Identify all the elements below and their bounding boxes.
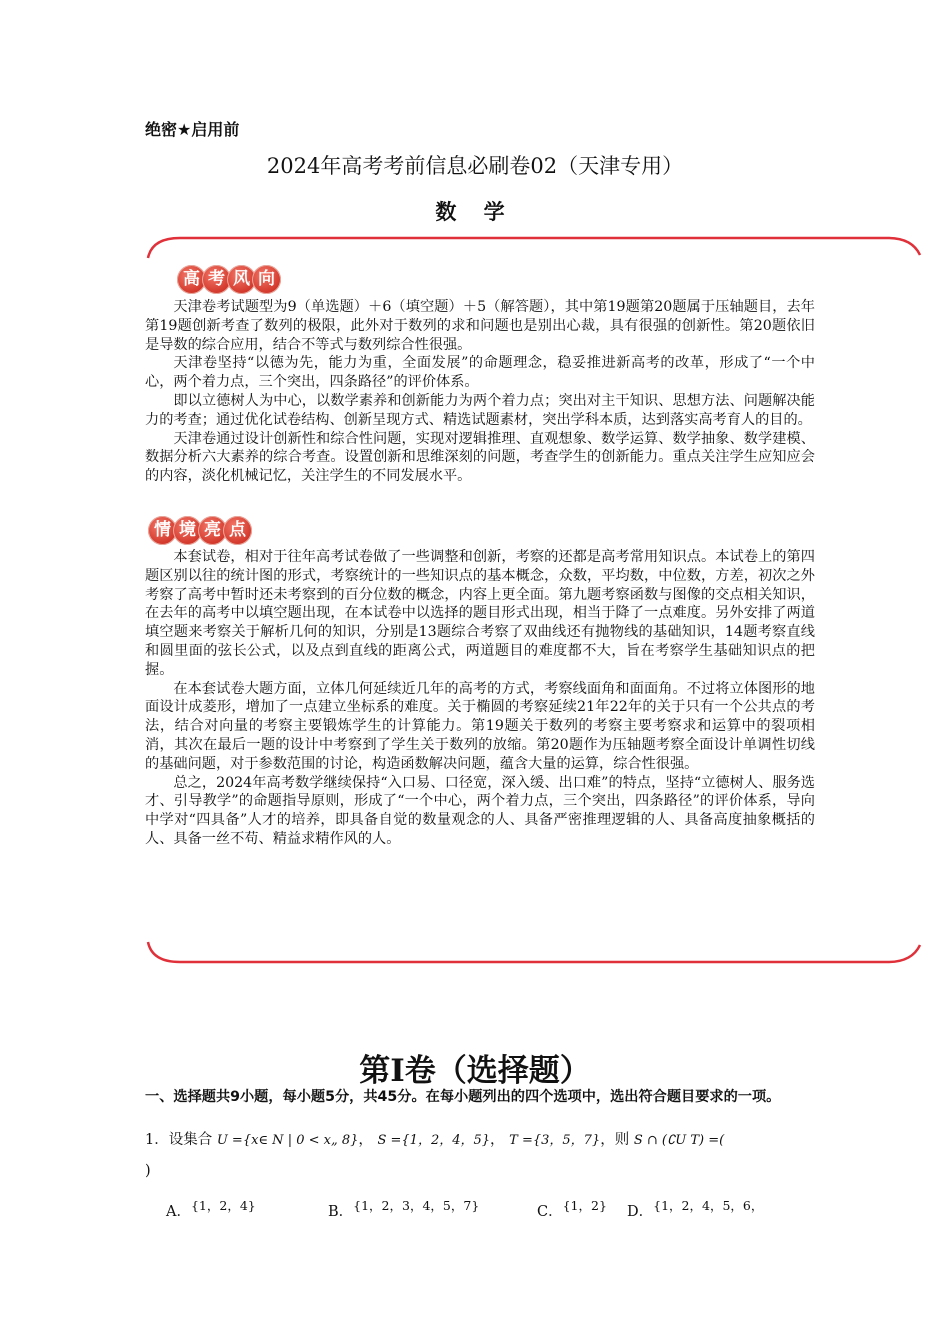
option-text: {1，2，4，5，6， — [653, 1198, 764, 1213]
highlights-badge-char: 境 — [173, 516, 202, 545]
separator: ， — [358, 1132, 373, 1148]
option-text: {1，2，4} — [190, 1198, 256, 1213]
exam-title: 2024年高考考前信息必刷卷02（天津专用） — [266, 154, 684, 178]
paragraph: 天津卷考试题型为9（单选题）＋6（填空题）＋5（解答题），其中第19题第20题属于压轴题目，去年第19题创新考查了数列的极限，此外对于数列的求和问题也是别出心裁，具有很强的创新性。第20题依旧是导数的综合应用，结合不等式与数列综合性很强。 — [145, 299, 815, 353]
highlights-badge-char: 亮 — [198, 516, 227, 545]
option-text: {1，2，3，4，5，7} — [353, 1198, 480, 1213]
paragraph: 天津卷通过设计创新性和综合性问题，实现对逻辑推理、直观想象、数学运算、数学抽象、数学建模、数据分析六大素养的综合考查。设置创新和思维深刻的问题，考查学生的创新能力。重点关注学生应知应会的内容，淡化机械记忆，关注学生的不同发展水平。 — [145, 430, 815, 485]
frame-bottom-curve — [148, 942, 920, 962]
highlights-commentary — [145, 548, 815, 849]
paragraph: 总之，2024年高考数学继续保持“入口易、口径宽，深入缓、出口难”的特点，坚持“立德树人、服务选才、引导教学”的命题指导原则，形成了“一个中心，两个着力点，三个突出，四条路径”的评价体系，导向中学对“四具备”人才的培养，即具备自觉的数量观念的人、具备严密推理逻辑的人、具备高度抽象概括的人、具备一丝不苟、精益求精作风的人。 — [145, 774, 815, 847]
subject-title: 数 学 — [435, 199, 515, 224]
trend-badge-char: 风 — [227, 265, 256, 294]
option-text: {1，2} — [562, 1198, 607, 1213]
trend-badge-char: 向 — [252, 265, 281, 294]
section-instruction: 一、选择题共9小题，每小题5分，共45分。在每小题列出的四个选项中，选出符合题目要求的一项。 — [145, 1089, 781, 1105]
expression: S ∩ (∁U T) =( — [633, 1133, 725, 1148]
trend-badge-char: 考 — [202, 265, 231, 294]
question-1 — [145, 1128, 724, 1149]
highlights-badge — [148, 516, 248, 545]
then-word: ，则 — [600, 1132, 630, 1148]
question-prefix: 1．设集合 — [145, 1132, 213, 1148]
trend-badge-char: 高 — [177, 265, 206, 294]
separator: ， — [490, 1132, 505, 1148]
option-letter: D． — [627, 1204, 654, 1220]
set-s: S ={1，2，4，5} — [377, 1133, 491, 1148]
highlights-badge-char: 点 — [223, 516, 252, 545]
highlights-badge-char: 情 — [148, 516, 177, 545]
trend-commentary — [145, 298, 815, 486]
confidential-label: 绝密★启用前 — [145, 120, 240, 139]
option-a[interactable] — [166, 1200, 256, 1221]
paragraph: 在本套试卷大题方面，立体几何延续近几年的高考的方式，考察线面角和面面角。不过将立体图形的地面设计成菱形，增加了一点建立坐标系的难度。关于椭圆的考察延续21年22年的关于只有一个公共点的考法，结合对向量的考察主要锻炼学生的计算能力。第19题关于数列的考察主要考察求和运算中的裂项相消，其次在最后一题的设计中考察到了学生关于数列的放缩。第20题作为压轴题考察全面设计单调性切线的基础问题，对于参数范围的讨论，构造函数解决问题，蕴含大量的运算，综合性很强。 — [145, 680, 815, 772]
answer-paren: ) — [145, 1163, 151, 1179]
trend-badge — [177, 265, 277, 294]
option-b[interactable] — [328, 1200, 479, 1221]
option-letter: C． — [537, 1204, 563, 1220]
option-d[interactable] — [627, 1200, 763, 1221]
paragraph: 即以立德树人为中心，以数学素养和创新能力为两个着力点；突出对主干知识、思想方法、问题解决能力的考查；通过优化试卷结构、创新呈现方式、精选试题素材，突出学科本质，达到落实高考育人的目的。 — [145, 392, 815, 428]
frame-top-curve — [148, 238, 920, 258]
option-letter: A． — [166, 1204, 191, 1220]
option-letter: B． — [328, 1204, 354, 1220]
set-u: U ={x∈ N | 0 < x„ 8} — [216, 1133, 359, 1148]
paragraph: 本套试卷，相对于往年高考试卷做了一些调整和创新，考察的还都是高考常用知识点。本试卷上的第四题区别以往的统计图的形式，考察统计的一些知识点的基本概念，众数，平均数，中位数，方差，初次之外考察了高考中暂时还未考察到的百分位数的概念，内容上更全面。第九题考察函数与图像的交点相关知识，在去年的高考中以填空题出现，在本试卷中以选择的题目形式出现，相当于降了一点难度。另外安排了两道填空题来考察关于解析几何的知识，分别是13题综合考察了双曲线还有抛物线的基础知识，14题考察直线和圆里面的弦长公式，以及点到直线的距离公式，两道题目的难度都不大，旨在考察学生基础知识点的把握。 — [145, 549, 815, 678]
set-t: T ={3，5，7} — [509, 1133, 601, 1148]
option-c[interactable] — [537, 1200, 607, 1221]
paragraph: 天津卷坚持“以德为先，能力为重，全面发展”的命题理念，稳妥推进新高考的改革，形成了“一个中心，两个着力点，三个突出，四条路径”的评价体系。 — [145, 355, 815, 391]
part-title: 第Ⅰ卷（选择题） — [359, 1053, 591, 1089]
